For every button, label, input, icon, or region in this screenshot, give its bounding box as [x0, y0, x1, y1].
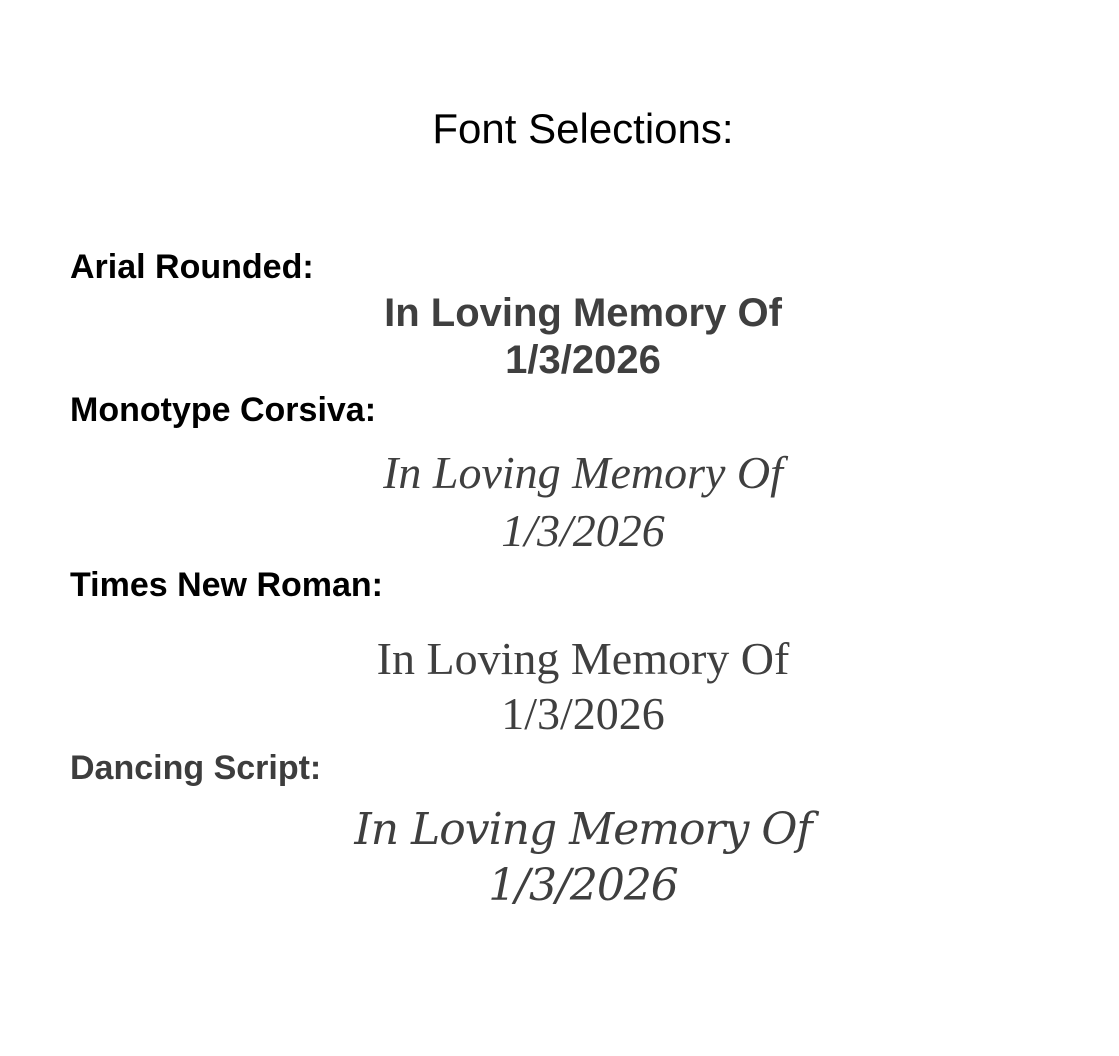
sample-line-date: 1/3/2026: [501, 505, 665, 556]
sample-arial-rounded: [0, 290, 1119, 384]
sample-times-new-roman: [0, 631, 1119, 741]
section-label-arial-rounded: Arial Rounded:: [70, 248, 314, 286]
sample-line-text: In Loving Memory Of: [376, 633, 790, 684]
sample-line-text: In Loving Memory Of: [384, 291, 782, 335]
sample-line-text: In Loving Memory Of: [354, 804, 812, 855]
sample-line-date: 1/3/2026: [488, 860, 678, 911]
page-title: Font Selections:: [432, 105, 734, 152]
sample-line-text: In Loving Memory Of: [383, 447, 783, 498]
sample-dancing-script: [0, 802, 1119, 914]
section-label-times-new-roman: Times New Roman:: [70, 566, 384, 604]
sample-monotype-corsiva: [0, 444, 1119, 560]
section-label-dancing-script: Dancing Script:: [70, 749, 322, 787]
sample-line-date: 1/3/2026: [505, 338, 661, 382]
section-label-monotype-corsiva: Monotype Corsiva:: [70, 391, 377, 429]
sample-line-date: 1/3/2026: [501, 688, 665, 739]
